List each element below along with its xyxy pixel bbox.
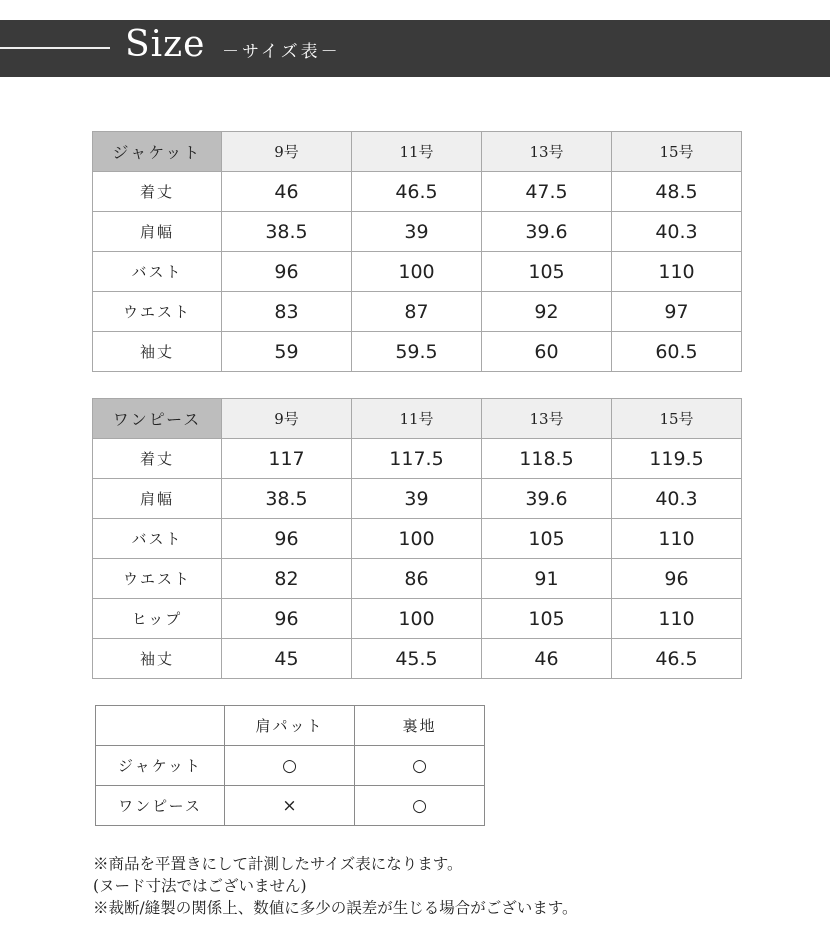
column-header: 肩パット	[225, 706, 355, 746]
table-row	[93, 479, 742, 519]
row-label: 着丈	[93, 439, 222, 479]
table-cell: ○	[355, 786, 485, 826]
note-line: (ヌード寸法ではございません)	[93, 877, 307, 895]
table-cell: 119.5	[612, 439, 742, 479]
table-row	[93, 332, 742, 372]
row-label: ウエスト	[93, 559, 222, 599]
table-cell: 40.3	[612, 212, 742, 252]
table-cell: 48.5	[612, 172, 742, 212]
table-cell: 87	[352, 292, 482, 332]
table-row	[93, 599, 742, 639]
row-label: バスト	[93, 519, 222, 559]
row-label: 袖丈	[93, 332, 222, 372]
column-header: 裏地	[355, 706, 485, 746]
feature-table	[95, 705, 485, 826]
table-row	[96, 786, 485, 826]
column-header: 9号	[222, 399, 352, 439]
row-label: 着丈	[93, 172, 222, 212]
table-row	[93, 559, 742, 599]
table-cell: 96	[222, 252, 352, 292]
jacket-size-table	[92, 131, 742, 372]
row-label: 肩幅	[93, 479, 222, 519]
table-header-row	[93, 132, 742, 172]
table-cell: 92	[482, 292, 612, 332]
table-cell: 46	[482, 639, 612, 679]
table-cell: 110	[612, 252, 742, 292]
onepiece-size-table	[92, 398, 742, 679]
row-label: ヒップ	[93, 599, 222, 639]
table-cell: 39.6	[482, 212, 612, 252]
table-cell: 47.5	[482, 172, 612, 212]
table-cell: 45.5	[352, 639, 482, 679]
table-row	[96, 746, 485, 786]
table-row	[93, 252, 742, 292]
table-cell: 59.5	[352, 332, 482, 372]
header-line	[0, 47, 110, 49]
table-cell: 105	[482, 519, 612, 559]
page-subtitle: －サイズ表－	[222, 42, 341, 62]
table-cell: 105	[482, 252, 612, 292]
column-header: 15号	[612, 132, 742, 172]
table-cell: 38.5	[222, 212, 352, 252]
table-header-row	[93, 399, 742, 439]
table-cell: 117	[222, 439, 352, 479]
row-label: 袖丈	[93, 639, 222, 679]
table-cell: ○	[355, 746, 485, 786]
table-cell: 105	[482, 599, 612, 639]
row-label: ワンピース	[96, 786, 225, 826]
table-row	[93, 519, 742, 559]
column-header: 11号	[352, 132, 482, 172]
table-cell: 118.5	[482, 439, 612, 479]
table-cell: 110	[612, 519, 742, 559]
table-cell: 46	[222, 172, 352, 212]
row-label: ジャケット	[96, 746, 225, 786]
table-cell: 110	[612, 599, 742, 639]
table-cell: 96	[612, 559, 742, 599]
table-cell: 39	[352, 212, 482, 252]
note-line: ※商品を平置きにして計測したサイズ表になります。	[93, 855, 463, 873]
table-cell: 96	[222, 599, 352, 639]
row-label: バスト	[93, 252, 222, 292]
table-cell: 117.5	[352, 439, 482, 479]
table-cell: ○	[225, 746, 355, 786]
table-cell: 82	[222, 559, 352, 599]
table-cell: 45	[222, 639, 352, 679]
table-cell: 46.5	[612, 639, 742, 679]
table-row	[93, 292, 742, 332]
table-label: ワンピース	[93, 399, 222, 439]
table-label: ジャケット	[93, 132, 222, 172]
column-header: 13号	[482, 399, 612, 439]
corner-cell	[96, 706, 225, 746]
table-header-row	[96, 706, 485, 746]
table-row	[93, 172, 742, 212]
note-line: ※裁断/縫製の関係上、数値に多少の誤差が生じる場合がございます。	[93, 899, 578, 917]
column-header: 13号	[482, 132, 612, 172]
notes	[93, 853, 578, 919]
table-row	[93, 639, 742, 679]
row-label: ウエスト	[93, 292, 222, 332]
table-row	[93, 212, 742, 252]
column-header: 11号	[352, 399, 482, 439]
table-cell: ×	[225, 786, 355, 826]
table-cell: 100	[352, 599, 482, 639]
table-cell: 59	[222, 332, 352, 372]
table-cell: 97	[612, 292, 742, 332]
table-cell: 60	[482, 332, 612, 372]
table-cell: 39.6	[482, 479, 612, 519]
column-header: 9号	[222, 132, 352, 172]
page-title: Size	[125, 24, 206, 65]
table-cell: 96	[222, 519, 352, 559]
column-header: 15号	[612, 399, 742, 439]
row-label: 肩幅	[93, 212, 222, 252]
table-cell: 83	[222, 292, 352, 332]
table-cell: 46.5	[352, 172, 482, 212]
header-banner	[0, 20, 830, 77]
table-cell: 100	[352, 252, 482, 292]
table-row	[93, 439, 742, 479]
table-cell: 38.5	[222, 479, 352, 519]
table-cell: 100	[352, 519, 482, 559]
table-cell: 40.3	[612, 479, 742, 519]
table-cell: 60.5	[612, 332, 742, 372]
table-cell: 86	[352, 559, 482, 599]
table-cell: 91	[482, 559, 612, 599]
table-cell: 39	[352, 479, 482, 519]
